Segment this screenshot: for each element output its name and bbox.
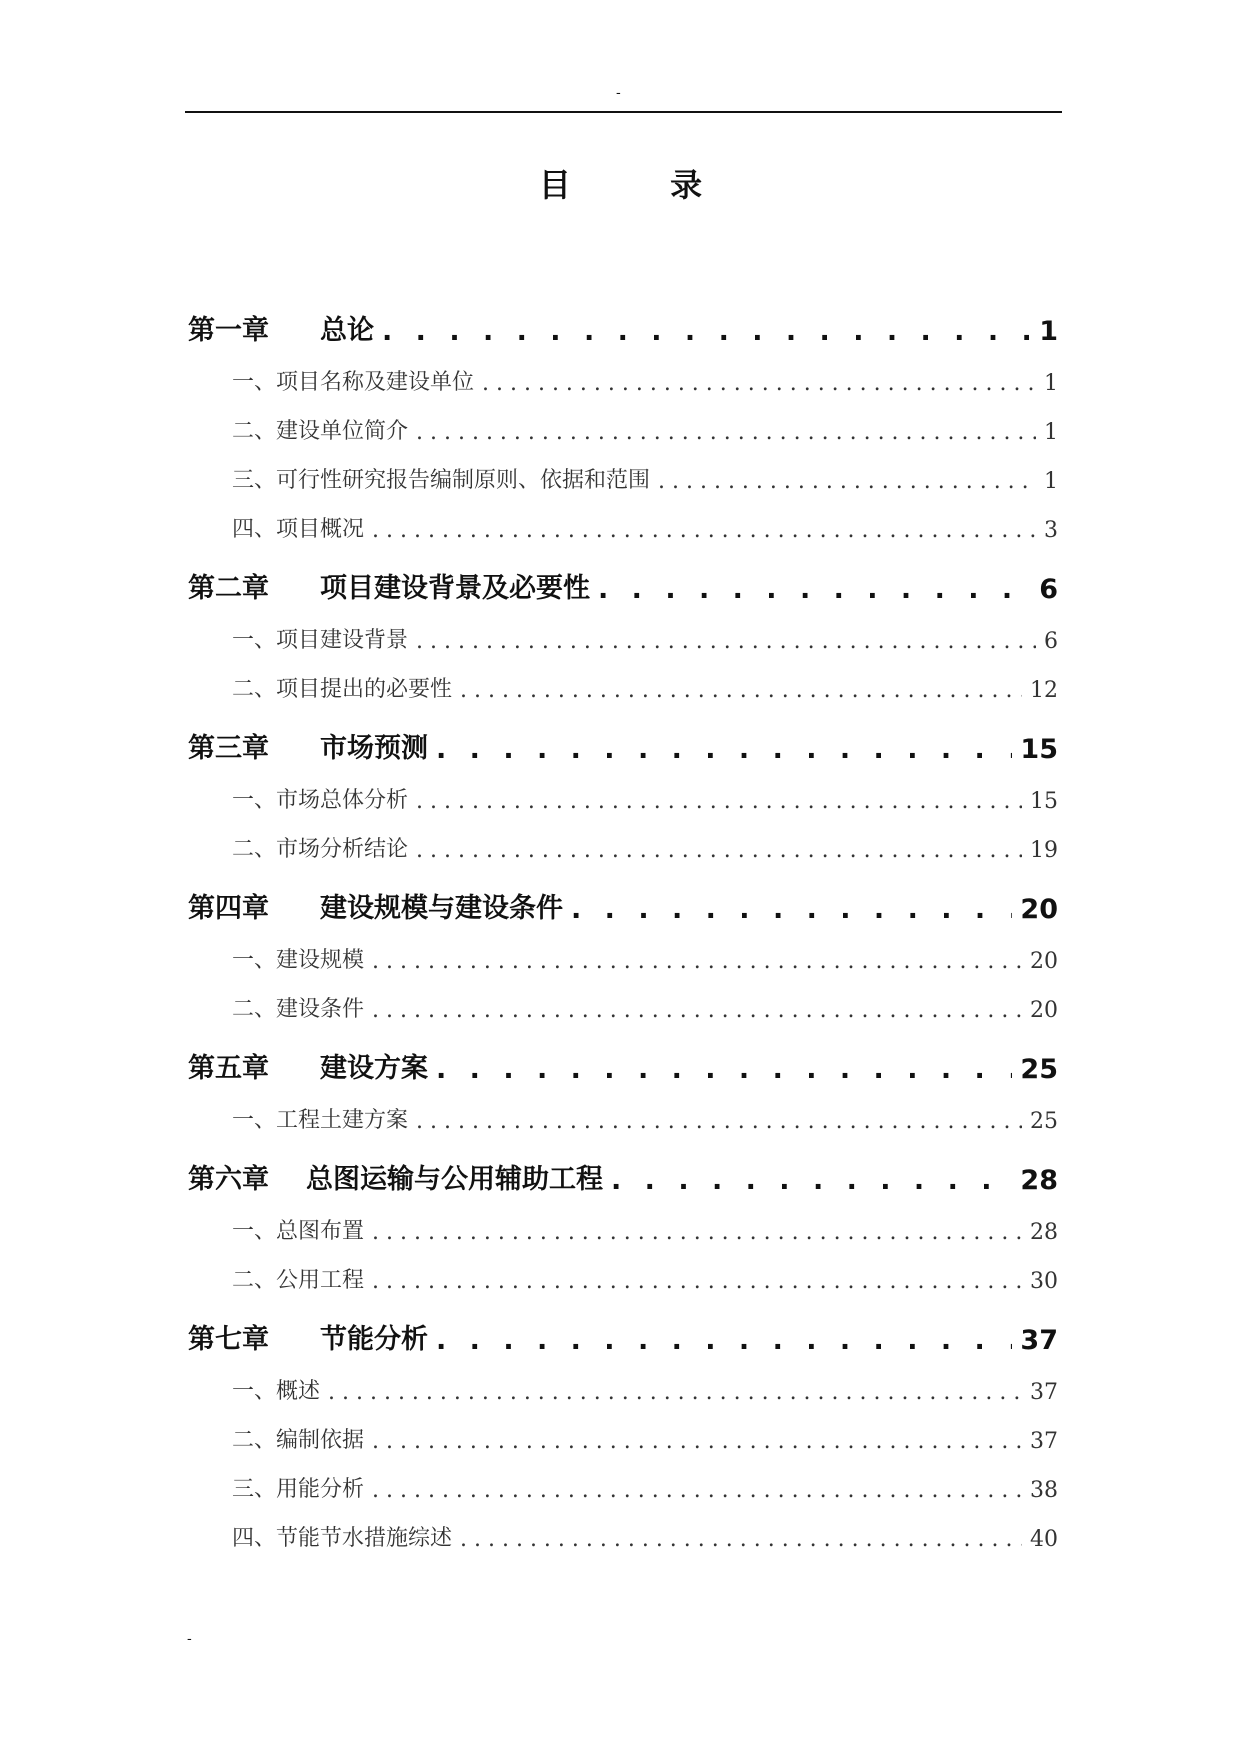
- toc-leader-dots: [598, 574, 1031, 605]
- toc-page-number: 20: [1030, 949, 1058, 974]
- toc-section[interactable]: [188, 1085, 1058, 1134]
- toc-section-title: 二、编制依据: [232, 1428, 365, 1453]
- toc-section-title: 二、建设单位简介: [232, 419, 409, 444]
- toc-leader-dots: [372, 1478, 1022, 1503]
- toc-section[interactable]: [188, 347, 1058, 396]
- toc-section[interactable]: [188, 974, 1058, 1023]
- toc-section-title: 四、节能节水措施综述: [232, 1526, 453, 1551]
- toc-section-title: 二、项目提出的必要性: [232, 677, 453, 702]
- toc-leader-dots: [382, 316, 1031, 347]
- toc-leader-dots: [328, 1380, 1022, 1405]
- toc-page-number: 25: [1020, 1054, 1058, 1085]
- toc-leader-dots: [436, 1054, 1012, 1085]
- toc-section-title: 一、总图布置: [232, 1219, 365, 1244]
- toc-page-number: 28: [1020, 1165, 1058, 1196]
- toc-chapter-title: 总论: [320, 315, 374, 346]
- toc-page-number: 1: [1039, 316, 1058, 347]
- table-of-contents: [188, 285, 1058, 1552]
- toc-page-number: 37: [1020, 1325, 1058, 1356]
- toc-section-title: 二、市场分析结论: [232, 837, 409, 862]
- toc-chapter-number: 第二章: [188, 573, 269, 604]
- toc-page-number: 1: [1044, 469, 1058, 494]
- toc-leader-dots: [416, 1109, 1022, 1134]
- toc-section-title: 一、市场总体分析: [232, 788, 409, 813]
- toc-chapter-1[interactable]: [188, 285, 1058, 347]
- toc-page-number: 37: [1030, 1380, 1058, 1405]
- toc-section[interactable]: [188, 765, 1058, 814]
- toc-leader-dots: [372, 518, 1036, 543]
- toc-chapter-title: 市场预测: [320, 733, 428, 764]
- toc-section[interactable]: [188, 1503, 1058, 1552]
- toc-leader-dots: [611, 1165, 1012, 1196]
- toc-chapter-2[interactable]: [188, 543, 1058, 605]
- toc-section-title: 一、工程土建方案: [232, 1108, 409, 1133]
- toc-section[interactable]: [188, 396, 1058, 445]
- toc-chapter-7[interactable]: [188, 1294, 1058, 1356]
- toc-page-number: 3: [1044, 518, 1058, 543]
- toc-page-number: 20: [1030, 998, 1058, 1023]
- toc-leader-dots: [416, 420, 1036, 445]
- toc-leader-dots: [372, 998, 1022, 1023]
- toc-section-title: 三、可行性研究报告编制原则、依据和范围: [232, 468, 651, 493]
- toc-section-title: 四、项目概况: [232, 517, 365, 542]
- toc-leader-dots: [372, 1269, 1022, 1294]
- toc-leader-dots: [436, 1325, 1012, 1356]
- toc-page-number: 38: [1030, 1478, 1058, 1503]
- toc-leader-dots: [460, 678, 1022, 703]
- toc-chapter-number: 第四章: [188, 893, 269, 924]
- toc-chapter-title: 节能分析: [320, 1324, 428, 1355]
- toc-chapter-5[interactable]: [188, 1023, 1058, 1085]
- toc-page-number: 6: [1039, 574, 1058, 605]
- toc-chapter-title: 建设规模与建设条件: [320, 893, 563, 924]
- toc-section-title: 一、项目名称及建设单位: [232, 370, 475, 395]
- footer-mark: -: [187, 1631, 192, 1647]
- toc-page-number: 40: [1030, 1527, 1058, 1552]
- toc-chapter-number: 第一章: [188, 315, 269, 346]
- toc-chapter-title: 项目建设背景及必要性: [320, 573, 590, 604]
- toc-page-number: 1: [1044, 371, 1058, 396]
- toc-page-number: 6: [1044, 629, 1058, 654]
- toc-chapter-title: 总图运输与公用辅助工程: [306, 1164, 603, 1195]
- page-title: 目 录: [538, 166, 747, 204]
- toc-section[interactable]: [188, 1356, 1058, 1405]
- toc-chapter-number: 第五章: [188, 1053, 269, 1084]
- toc-chapter-number: 第三章: [188, 733, 269, 764]
- toc-chapter-number: 第六章: [188, 1164, 269, 1195]
- toc-leader-dots: [571, 894, 1012, 925]
- toc-leader-dots: [372, 949, 1022, 974]
- toc-section[interactable]: [188, 1196, 1058, 1245]
- toc-section-title: 一、概述: [232, 1379, 321, 1404]
- toc-page-number: 28: [1030, 1220, 1058, 1245]
- toc-leader-dots: [658, 469, 1036, 494]
- toc-leader-dots: [416, 838, 1022, 863]
- toc-leader-dots: [372, 1429, 1022, 1454]
- toc-section[interactable]: [188, 605, 1058, 654]
- toc-section[interactable]: [188, 1405, 1058, 1454]
- toc-section-title: 二、公用工程: [232, 1268, 365, 1293]
- toc-leader-dots: [460, 1527, 1022, 1552]
- toc-page-number: 15: [1020, 734, 1058, 765]
- toc-section[interactable]: [188, 925, 1058, 974]
- toc-leader-dots: [372, 1220, 1022, 1245]
- toc-page-number: 1: [1044, 420, 1058, 445]
- toc-page-number: 25: [1030, 1109, 1058, 1134]
- toc-leader-dots: [416, 789, 1022, 814]
- toc-leader-dots: [482, 371, 1036, 396]
- toc-leader-dots: [436, 734, 1012, 765]
- toc-section-title: 三、用能分析: [232, 1477, 365, 1502]
- toc-chapter-6[interactable]: [188, 1134, 1058, 1196]
- toc-page-number: 20: [1020, 894, 1058, 925]
- toc-section[interactable]: [188, 1245, 1058, 1294]
- toc-section[interactable]: [188, 1454, 1058, 1503]
- header-mark: -: [616, 85, 621, 101]
- toc-section-title: 二、建设条件: [232, 997, 365, 1022]
- toc-section[interactable]: [188, 654, 1058, 703]
- toc-chapter-number: 第七章: [188, 1324, 269, 1355]
- header-rule: [185, 111, 1062, 113]
- toc-page-number: 12: [1030, 678, 1058, 703]
- toc-chapter-4[interactable]: [188, 863, 1058, 925]
- toc-leader-dots: [416, 629, 1036, 654]
- toc-section-title: 一、建设规模: [232, 948, 365, 973]
- toc-page-number: 30: [1030, 1269, 1058, 1294]
- toc-section-title: 一、项目建设背景: [232, 628, 409, 653]
- toc-page-number: 19: [1030, 838, 1058, 863]
- toc-section[interactable]: [188, 494, 1058, 543]
- toc-chapter-title: 建设方案: [320, 1053, 428, 1084]
- toc-page-number: 37: [1030, 1429, 1058, 1454]
- toc-section[interactable]: [188, 814, 1058, 863]
- toc-section[interactable]: [188, 445, 1058, 494]
- toc-page-number: 15: [1030, 789, 1058, 814]
- toc-chapter-3[interactable]: [188, 703, 1058, 765]
